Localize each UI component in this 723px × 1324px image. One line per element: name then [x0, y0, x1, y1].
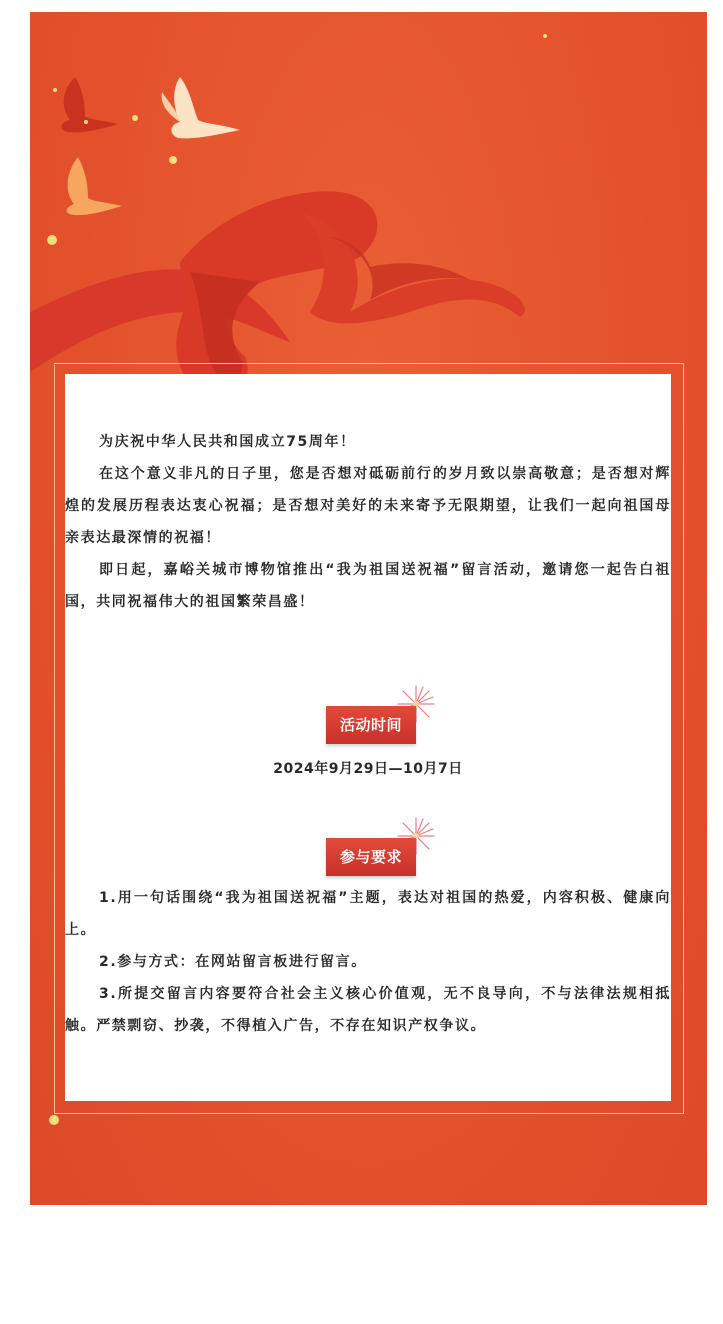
event-date: 2024年9月29日—10月7日 [273, 761, 463, 777]
intro-paragraph: 为庆祝中华人民共和国成立75周年！ [99, 434, 356, 450]
event-time-badge [326, 684, 436, 744]
dove-icon [61, 77, 118, 132]
requirement-item: 2.参与方式：在网站留言板进行留言。 [99, 954, 367, 970]
dove-icon [67, 157, 123, 215]
content-card [65, 374, 671, 1101]
requirements-label: 参与要求 [326, 838, 416, 876]
intro-paragraph: 在这个意义非凡的日子里，您是否想对砥砺前行的岁月致以崇高敬意；是否想对辉煌的发展历程表达衷心祝福；是否想对美好的未来寄予无限期望，让我们一起向祖国母亲表达最深情的祝福！ [65, 466, 671, 546]
requirement-item: 3.所提交留言内容要符合社会主义核心价值观，无不良导向，不与法律法规相抵触。严禁剽窃、抄袭，不得植入广告，不存在知识产权争议。 [65, 986, 671, 1034]
requirements-badge [326, 816, 436, 876]
requirement-item: 1.用一句话围绕“我为祖国送祝福”主题，表达对祖国的热爱，内容积极、健康向上。 [65, 890, 671, 938]
requirements-list [65, 882, 671, 1042]
intro-section [65, 426, 671, 618]
poster-background [30, 12, 707, 1205]
dove-icon [162, 77, 240, 138]
event-time-label: 活动时间 [326, 706, 416, 744]
intro-paragraph: 即日起，嘉峪关城市博物馆推出“我为祖国送祝福”留言活动，邀请您一起告白祖国，共同祝福伟大的祖国繁荣昌盛！ [65, 562, 671, 610]
